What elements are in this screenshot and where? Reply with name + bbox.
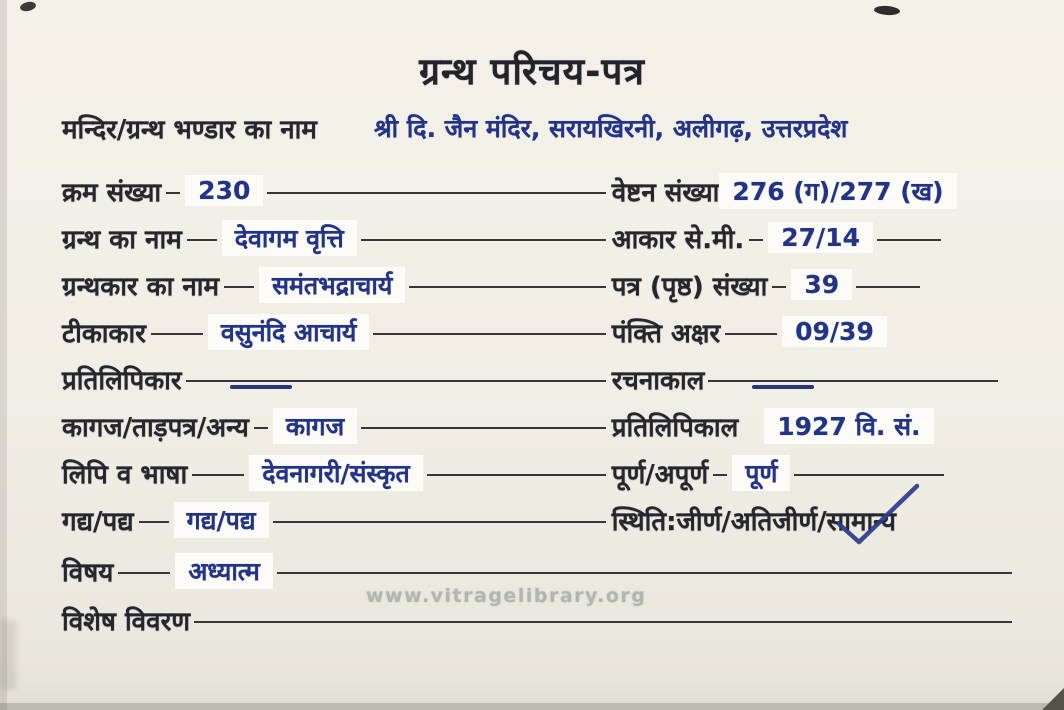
commentator-label: टीकाकार [62, 318, 146, 349]
size-cm-value: 27/14 [768, 222, 873, 253]
page-count-label: पत्र (पृष्ठ) संख्या [611, 271, 768, 302]
copyist-blank-dash [230, 385, 292, 390]
completeness-label: पूर्ण/अपूर्ण [611, 459, 709, 490]
composition-date-blank-dash [752, 385, 814, 390]
catalog-form [62, 104, 1018, 643]
scan-edge-artifact [0, 703, 1064, 710]
scan-corner-artifact [1042, 688, 1064, 710]
manuscript-name-value: देवागम वृत्ति [222, 220, 357, 256]
prose-verse-value: गद्य/पद्य [174, 502, 269, 538]
serial-number-label: क्रम संख्या [62, 177, 162, 208]
field-row-author-pages [62, 261, 1018, 308]
repository-label: मन्दिर/ग्रन्थ भण्डार का नाम [62, 115, 317, 145]
serial-number-value: 230 [185, 175, 263, 206]
script-language-label: लिपि व भाषा [62, 459, 188, 490]
commentator-value: वसुनंदि आचार्य [208, 314, 370, 350]
page-title: ग्रन्थ परिचय-पत्र [419, 50, 645, 93]
field-row-serial-bundle [62, 167, 1018, 214]
condition-label-prefix: स्थिति:जीर्ण/अतिजीर्ण/ [611, 506, 827, 537]
composition-date-label: रचनाकाल [611, 365, 705, 396]
special-details-label: विशेष विवरण [62, 606, 191, 637]
field-row-name-size [62, 214, 1018, 261]
script-language-value: देवनागरी/संस्कृत [249, 455, 423, 491]
field-row-repository [62, 104, 1018, 167]
size-cm-label: आकार से.मी. [611, 224, 745, 255]
lines-letters-label: पंक्ति अक्षर [611, 318, 721, 349]
scan-mark-artifact [19, 0, 37, 12]
subject-value: अध्यात्म [175, 553, 272, 589]
completeness-value: पूर्ण [732, 455, 790, 491]
scan-edge-artifact [0, 0, 7, 710]
scan-smudge-artifact [0, 620, 16, 690]
copyist-label: प्रतिलिपिकार [62, 365, 182, 396]
prose-verse-label: गद्य/पद्य [62, 506, 134, 537]
subject-label: विषय [62, 557, 114, 588]
author-name-label: ग्रन्थकार का नाम [62, 271, 220, 302]
page-count-value: 39 [791, 269, 852, 300]
copy-date-label: प्रतिलिपिकाल [611, 412, 739, 443]
field-row-material-copydate [62, 402, 1018, 449]
bundle-number-label: वेष्टन संख्या [611, 177, 720, 208]
condition-option-text: सामान्य [826, 506, 896, 537]
material-value: कागज [273, 408, 357, 444]
condition-checkmark-icon [817, 480, 947, 552]
copy-date-value: 1927 वि. सं. [764, 408, 933, 444]
repository-value: श्री दि. जैन मंदिर, सरायखिरनी, अलीगढ़, उत्तरप्रदेश [373, 114, 848, 143]
scan-mark-artifact [874, 5, 901, 16]
bundle-number-value: 276 (ग)/277 (ख) [719, 173, 956, 209]
field-row-commentator-lines [62, 308, 1018, 355]
field-row-copyist-composition [62, 355, 1018, 402]
watermark: www.vitragelibrary.org [366, 585, 647, 607]
field-row-prose-condition [62, 496, 1018, 543]
condition-marked-option [827, 502, 896, 538]
manuscript-name-label: ग्रन्थ का नाम [62, 224, 182, 255]
material-label: कागज/ताड़पत्र/अन्य [62, 412, 249, 443]
author-name-value: समंतभद्राचार्य [259, 267, 405, 303]
lines-letters-value: 09/39 [782, 316, 887, 347]
